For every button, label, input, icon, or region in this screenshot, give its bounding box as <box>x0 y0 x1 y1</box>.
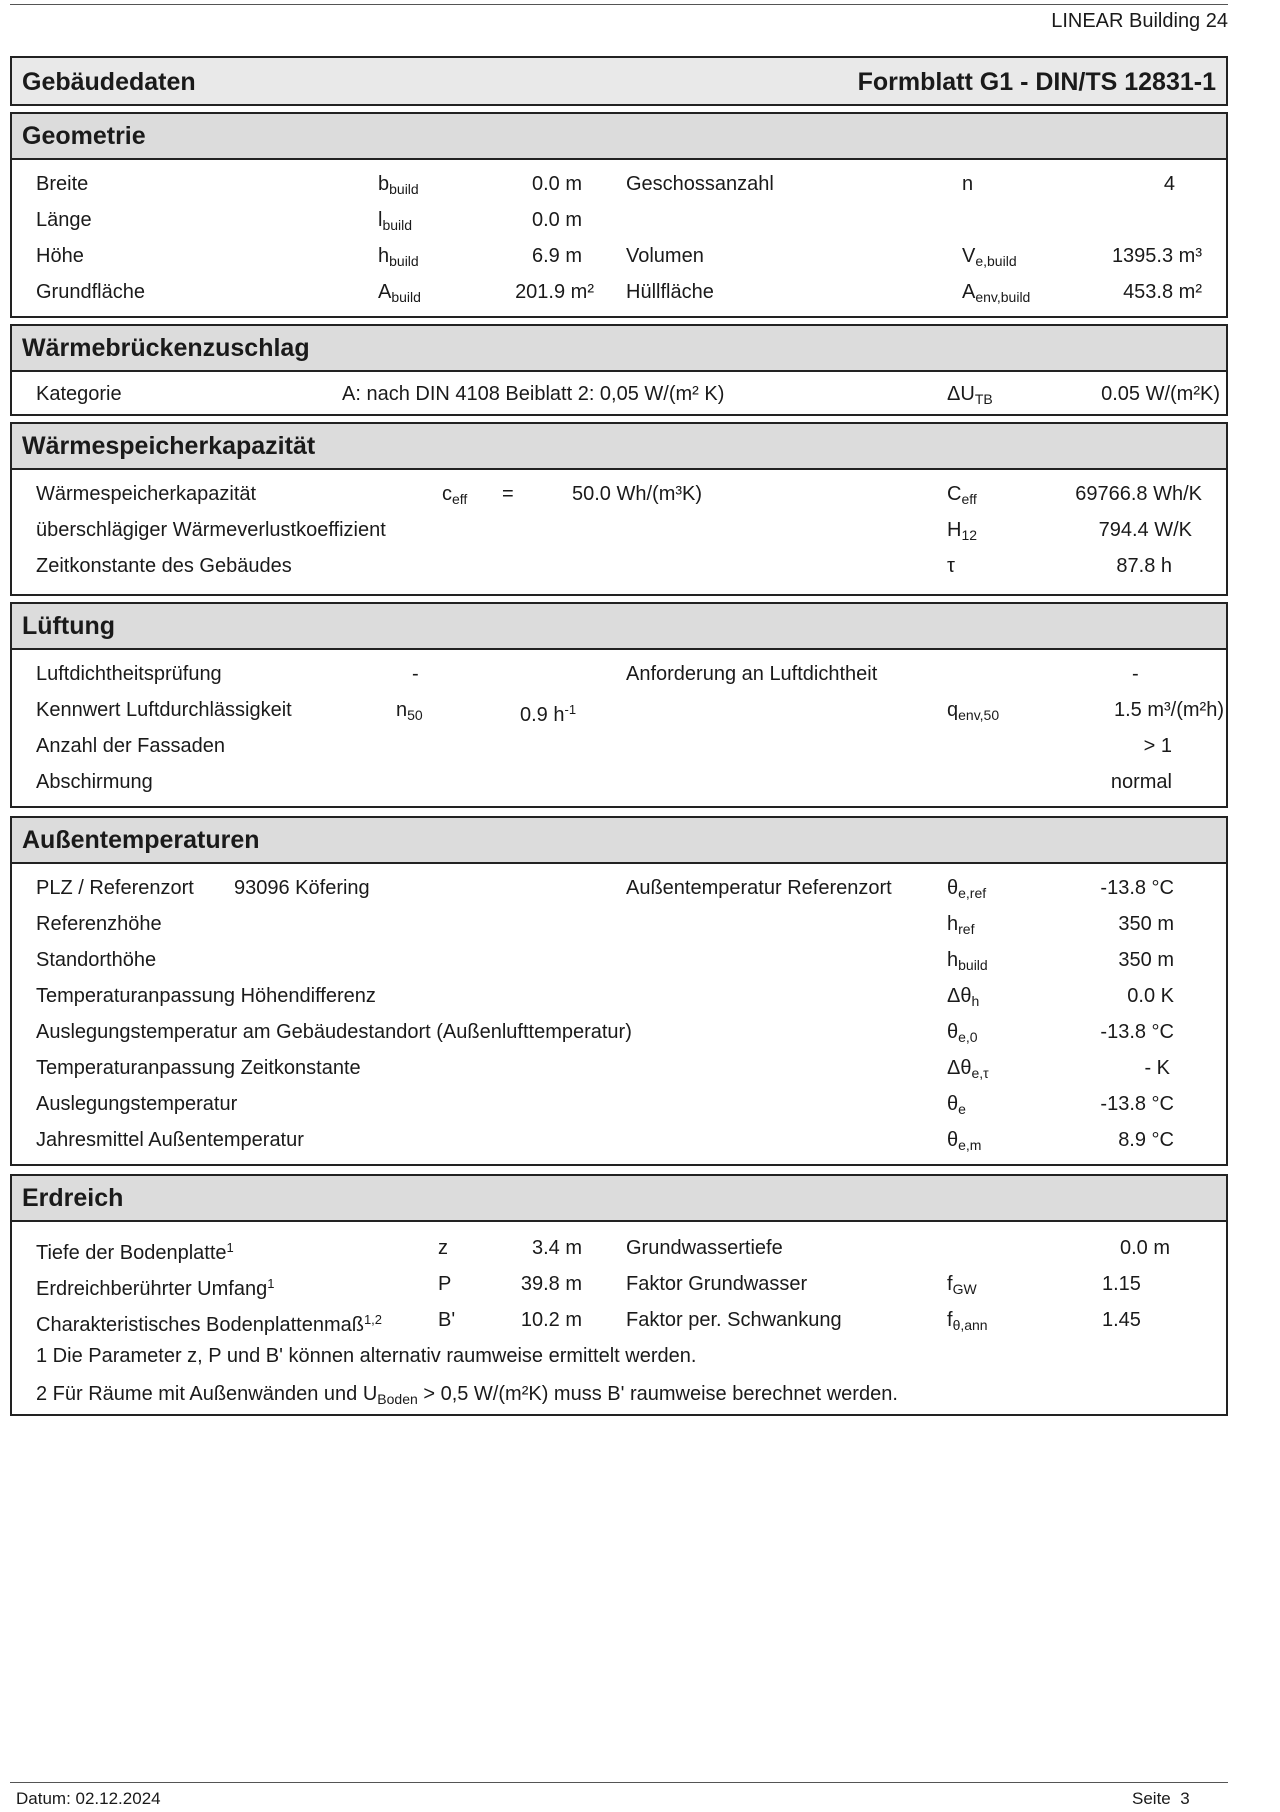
label-grundflaeche: Grundfläche <box>36 281 145 303</box>
label-auslegung-standort: Auslegungstemperatur am Gebäudestandort (Außenlufttemperatur) <box>36 1021 632 1043</box>
symbol: $H_{12}$ <box>947 519 978 543</box>
value-ceff: 50.0 Wh/(m³K) <box>572 483 703 505</box>
value-huellflaeche: 453.8 m² <box>1123 281 1202 303</box>
value-grundflaeche: 201.9 m² <box>515 281 594 303</box>
value-laenge: 0.0 m <box>531 209 582 231</box>
value-auslegungstemperatur: -13.8 °C <box>1100 1093 1174 1115</box>
value-faktor-grundwasser: 1.15 <box>1102 1273 1141 1295</box>
value-volumen: 1395.3 m³ <box>1111 245 1202 267</box>
value-Ceff: 69766.8 Wh/K <box>1075 483 1202 505</box>
label-anforderung: Anforderung an Luftdichtheit <box>626 663 878 685</box>
label-at-referenzort: Außentemperatur Referenzort <box>626 877 892 899</box>
form-title-bar <box>10 56 1228 106</box>
symbol: $l_{build}$ <box>378 209 413 233</box>
symbol: $\theta_{e,0}$ <box>947 1021 978 1045</box>
section-title: Wärmebrückenzuschlag <box>12 326 1226 372</box>
symbol: $h_{build}$ <box>947 949 988 973</box>
symbol: $C_{eff}$ <box>947 483 977 507</box>
section-waermespeicher <box>10 422 1228 596</box>
form-id: Formblatt G1 - DIN/TS 12831-1 <box>857 68 1216 96</box>
footer-rule <box>10 1782 1228 1783</box>
label-umfang: Erdreichberührter Umfang$^1$ <box>36 1276 275 1300</box>
label-hoehendifferenz: Temperaturanpassung Höhendifferenz <box>36 985 376 1007</box>
label-referenzhoehe: Referenzhöhe <box>36 913 162 935</box>
symbol: $\theta_{e,ref}$ <box>947 877 987 901</box>
symbol: n <box>962 173 974 195</box>
section-title: Wärmespeicherkapazität <box>12 424 1226 470</box>
section-title: Außentemperaturen <box>12 818 1226 864</box>
symbol: $V_{e,build}$ <box>962 245 1017 269</box>
section-title: Lüftung <box>12 604 1226 650</box>
symbol: $\Delta\theta_h$ <box>947 985 980 1009</box>
value-tiefe-bodenplatte: 3.4 m <box>531 1237 582 1259</box>
footnote-1: 1 Die Parameter z, P und B' können alternativ raumweise ermittelt werden. <box>36 1345 697 1367</box>
symbol: $A_{build}$ <box>378 281 421 305</box>
value-n50: 0.9 $h^{-1}$ <box>520 702 577 726</box>
value-delta-u: 0.05 W/(m²K) <box>1101 383 1220 405</box>
symbol: $A_{env,build}$ <box>962 281 1031 305</box>
label-zeitkonstante: Zeitkonstante des Gebäudes <box>36 555 292 577</box>
symbol: $\theta_{e,m}$ <box>947 1129 982 1153</box>
label-huellflaeche: Hüllfläche <box>626 281 714 303</box>
value-umfang: 39.8 m <box>520 1273 582 1295</box>
label-auslegungstemperatur: Auslegungstemperatur <box>36 1093 238 1115</box>
value-fassaden: > 1 <box>1143 735 1172 757</box>
value-anforderung: - <box>1132 663 1139 685</box>
section-title: Erdreich <box>12 1176 1226 1222</box>
equals-sign: = <box>502 483 514 505</box>
value-at-referenzort: -13.8 °C <box>1100 877 1174 899</box>
label-bodenplattenmass: Charakteristisches Bodenplattenmaß$^{1,2}$ <box>36 1312 383 1336</box>
symbol: $n_{50}$ <box>396 699 423 723</box>
label-faktor-grundwasser: Faktor Grundwasser <box>626 1273 808 1295</box>
symbol: $h_{build}$ <box>378 245 419 269</box>
label-tiefe-bodenplatte: Tiefe der Bodenplatte$^1$ <box>36 1240 234 1264</box>
label-luftdichtheitspruefung: Luftdichtheitsprüfung <box>36 663 222 685</box>
symbol: B' <box>438 1309 456 1331</box>
label-plz: PLZ / Referenzort <box>36 877 194 899</box>
symbol: $h_{ref}$ <box>947 913 975 937</box>
symbol: $b_{build}$ <box>378 173 419 197</box>
symbol: $f_{\theta,ann}$ <box>947 1309 988 1333</box>
section-title: Geometrie <box>12 114 1226 160</box>
value-geschossanzahl: 4 <box>1163 173 1175 195</box>
label-jahresmittel: Jahresmittel Außentemperatur <box>36 1129 304 1151</box>
section-geometrie <box>10 112 1228 318</box>
label-hoehe: Höhe <box>36 245 84 267</box>
label-volumen: Volumen <box>626 245 704 267</box>
label-grundwassertiefe: Grundwassertiefe <box>626 1237 783 1259</box>
label-abschirmung: Abschirmung <box>36 771 153 793</box>
label-kennwert: Kennwert Luftdurchlässigkeit <box>36 699 292 721</box>
section-erdreich <box>10 1174 1228 1416</box>
top-rule <box>10 4 1228 5</box>
symbol: $c_{eff}$ <box>442 483 468 507</box>
label-standorthoehe: Standorthöhe <box>36 949 157 971</box>
app-title: LINEAR Building 24 <box>1051 10 1228 32</box>
symbol: $f_{GW}$ <box>947 1273 977 1297</box>
value-bodenplattenmass: 10.2 m <box>520 1309 582 1331</box>
label-laenge: Länge <box>36 209 92 231</box>
label-kategorie: Kategorie <box>36 383 122 405</box>
value-hoehendifferenz: 0.0 K <box>1127 985 1174 1007</box>
value-plz: 93096 Köfering <box>234 877 370 899</box>
section-lueftung <box>10 602 1228 808</box>
footnote-2: 2 Für Räume mit Außenwänden und $U_{Boden} > 0,5$ W/(m²K) muss B' raumweise berechnet werden. <box>36 1383 898 1407</box>
value-q50: 1.5 m³/(m²h) <box>1114 699 1224 721</box>
label-zeitkonstante-anpassung: Temperaturanpassung Zeitkonstante <box>36 1057 361 1079</box>
symbol: $q_{env,50}$ <box>947 699 1000 723</box>
label-breite: Breite <box>36 173 89 195</box>
label-fassaden: Anzahl der Fassaden <box>36 735 226 757</box>
value-zeitkonstante-anpassung: - K <box>1144 1057 1170 1079</box>
label-geschossanzahl: Geschossanzahl <box>626 173 774 195</box>
value-referenzhoehe: 350 m <box>1118 913 1174 935</box>
value-grundwassertiefe: 0.0 m <box>1119 1237 1170 1259</box>
value-faktor-schwankung: 1.45 <box>1102 1309 1141 1331</box>
value-standorthoehe: 350 m <box>1118 949 1174 971</box>
value-jahresmittel: 8.9 °C <box>1118 1129 1174 1151</box>
symbol: $\theta_e$ <box>947 1093 966 1117</box>
symbol: z <box>438 1237 448 1259</box>
symbol: τ <box>947 555 955 577</box>
value-h12: 794.4 W/K <box>1098 519 1192 541</box>
section-waermebruecken <box>10 324 1228 416</box>
label-waermespeicher: Wärmespeicherkapazität <box>36 483 257 505</box>
symbol: $\Delta\theta_{e,\tau}$ <box>947 1057 989 1081</box>
page-title: Gebäudedaten <box>22 68 196 96</box>
value-auslegung-standort: -13.8 °C <box>1100 1021 1174 1043</box>
footer-date: Datum: 02.12.2024 <box>16 1789 161 1808</box>
symbol: $\Delta U_{TB}$ <box>947 383 993 407</box>
symbol: P <box>438 1273 452 1295</box>
value-abschirmung: normal <box>1110 771 1172 793</box>
value-luftdichtheitspruefung: - <box>412 663 419 685</box>
footer-page: Seite 3 <box>1132 1789 1190 1808</box>
value-tau: 87.8 h <box>1116 555 1172 577</box>
value-breite: 0.0 m <box>531 173 582 195</box>
section-aussentemperaturen <box>10 816 1228 1166</box>
label-waermeverlust: überschlägiger Wärmeverlustkoeffizient <box>36 519 386 541</box>
value-kategorie: A: nach DIN 4108 Beiblatt 2: 0,05 W/(m² K) <box>342 383 725 405</box>
value-hoehe: 6.9 m <box>531 245 582 267</box>
label-faktor-schwankung: Faktor per. Schwankung <box>626 1309 842 1331</box>
